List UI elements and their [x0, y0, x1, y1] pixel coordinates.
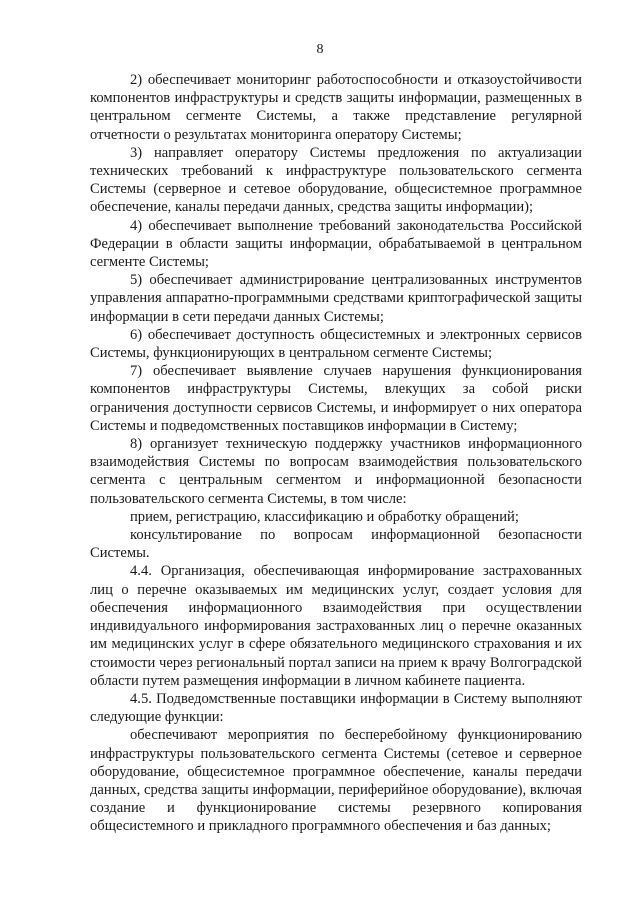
paragraph-item-2: 2) обеспечивает мониторинг работоспособности и отказоустойчивости компонентов инфраструктуры и средств защиты информации, размещенных в центральном сегменте Системы, а также представление регулярной отчетности о результатах мониторинга оператору Системы; — [90, 72, 582, 143]
document-body — [90, 71, 582, 836]
paragraph-item-5: 5) обеспечивает администрирование централизованных инструментов управления аппаратно-программными средствами криптографической защиты информации в сети передачи данных Системы; — [90, 272, 582, 325]
page-number: 8 — [316, 42, 324, 57]
paragraph-subitem-requests: прием, регистрацию, классификацию и обработку обращений; — [130, 508, 519, 525]
paragraph-section-4-5: 4.5. Подведомственные поставщики информации в Систему выполняют следующие функции: — [90, 690, 582, 726]
paragraph-item-8: 8) организует техническую поддержку участников информационного взаимодействия Системы по вопросам взаимодействия пользовательского сегмента с центральным сегментом и информационной безопасности пользовательского сегмента Системы, в том числе: — [90, 436, 582, 507]
paragraph-functions: обеспечивают мероприятия по бесперебойному функционированию инфраструктуры пользовательского сегмента Системы (сетевое и серверное оборудование, общесистемное программное обеспечение, каналы передачи данных, средства защиты информации, периферийное оборудование), включая создание и функционирование системы резервного копирования общесистемного и прикладного программного обеспечения и баз данных; — [90, 727, 582, 835]
paragraph-section-4-4: 4.4. Организация, обеспечивающая информирование застрахованных лиц о перечне оказываемых им медицинских услуг, создает условия для обеспечения информационного взаимодействия при осуществлении индивидуального информирования застрахованных лиц о перечне оказанных им медицинских услуг в сфере обязательного медицинского страхования и их стоимости через региональный портал записи на прием к врачу Волгоградской области путем размещения информации в личном кабинете пациента. — [90, 563, 582, 689]
paragraph-item-4: 4) обеспечивает выполнение требований законодательства Российской Федерации в области защиты информации, обрабатываемой в центральном сегменте Системы; — [90, 217, 582, 271]
paragraph-item-3: 3) направляет оператору Системы предложения по актуализации технических требований к инфраструктуре пользовательского сегмента Системы (серверное и сетевое оборудование, общесистемное программное обеспечение, каналы передачи данных, средства защиты информации); — [90, 144, 582, 216]
paragraph-subitem-consulting: консультирование по вопросам информационной безопасности Системы. — [90, 527, 582, 562]
paragraph-item-6: 6) обеспечивает доступность общесистемных и электронных сервисов Системы, функционирующих в центральном сегменте Системы; — [90, 326, 582, 362]
paragraph-item-7: 7) обеспечивает выявление случаев нарушения функционирования компонентов инфраструктуры Системы, влекущих за собой риски ограничения доступности сервисов Системы, и информирует о них оператора Системы и подведомственных поставщиков информации в Систему; — [90, 363, 582, 434]
